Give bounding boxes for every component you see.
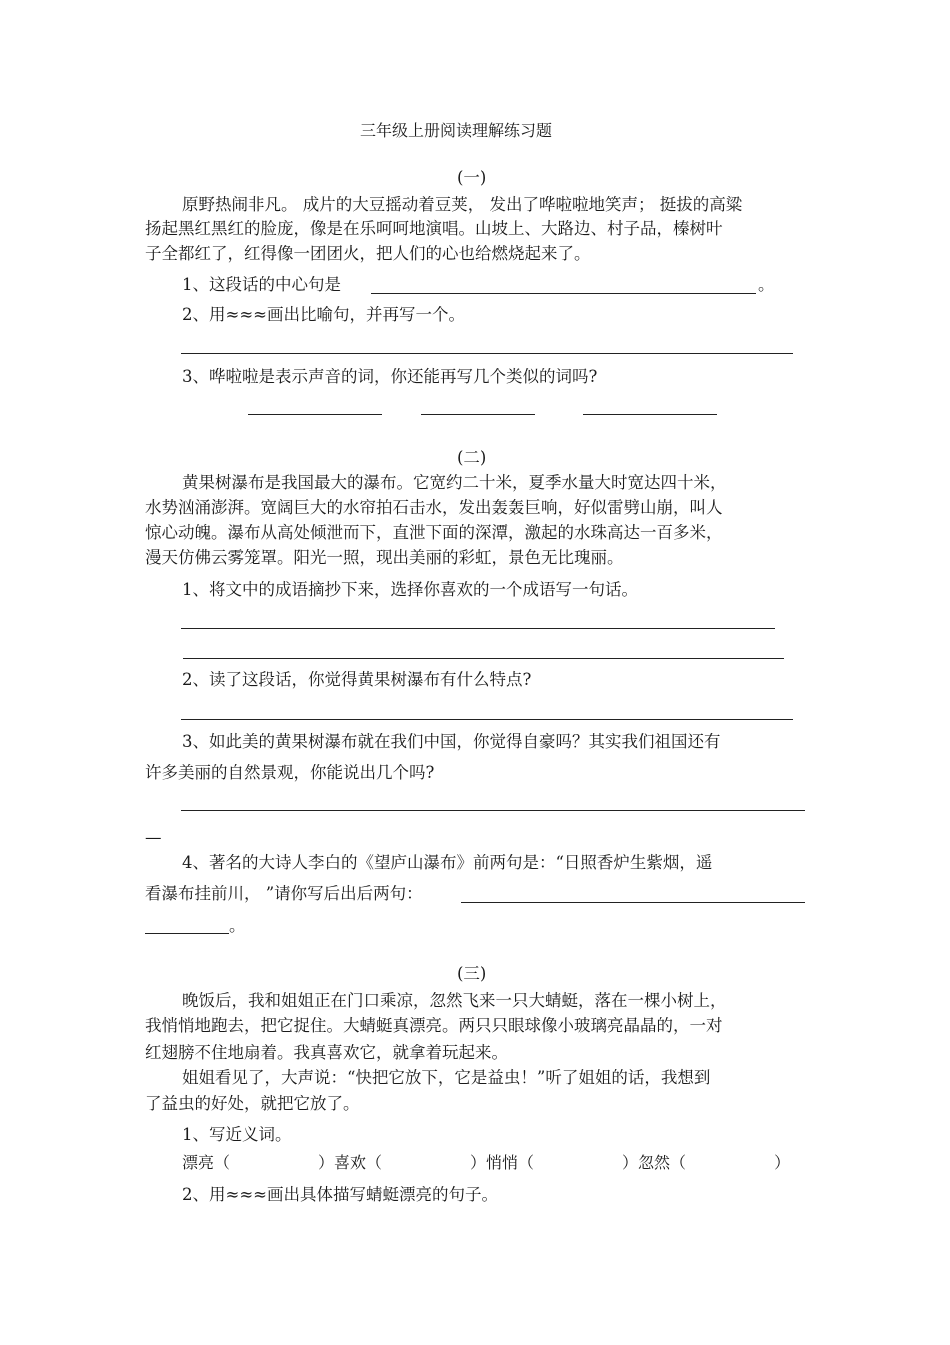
section-1-para-line-1: 原野热闹非凡。 成片的大豆摇动着豆荚， 发出了哗啦啦地笑声； 挺拔的高粱 (182, 195, 743, 214)
section-2-question-3-line-2: 许多美丽的自然景观，你能说出几个吗? (145, 763, 435, 782)
section-2-heading: (二) (457, 448, 487, 467)
synonym-row (182, 1153, 790, 1173)
section-1-heading: (一) (457, 168, 487, 187)
section-2-para-line-2: 水势汹涌澎湃。宽阔巨大的水帘拍石击水，发出轰轰巨响，好似雷劈山崩，叫人 (145, 498, 723, 517)
answer-blank-line[interactable] (181, 810, 805, 811)
synonym-word: ）悄悄（ (470, 1153, 535, 1172)
answer-blank-line[interactable] (183, 658, 784, 659)
answer-blank-line[interactable] (421, 414, 535, 415)
synonym-word: 漂亮（ (182, 1153, 231, 1172)
section-1-para-line-3: 子全都红了，红得像一团团火，把人们的心也给燃烧起来了。 (145, 244, 591, 263)
section-1-question-1: 1、这段话的中心句是 (182, 275, 341, 294)
section-2-para-line-3: 惊心动魄。瀑布从高处倾泄而下，直泄下面的深潭，激起的水珠高达一百多米， (145, 523, 723, 542)
answer-blank-line[interactable] (145, 933, 229, 934)
answer-blank-line[interactable] (371, 293, 756, 294)
section-1-para-line-2: 扬起黑红黑红的脸庞，像是在乐呵呵地演唱。山坡上、大路边、村子品，榛树叶 (145, 219, 723, 238)
answer-blank-line[interactable] (583, 414, 717, 415)
section-3-para-line-1: 晚饭后，我和姐姐正在门口乘凉，忽然飞来一只大蜻蜓，落在一棵小树上， (182, 991, 727, 1010)
section-2-question-4-end: 。 (229, 916, 246, 935)
page-title: 三年级上册阅读理解练习题 (360, 121, 553, 140)
section-2-question-2: 2、读了这段话，你觉得黄果树瀑布有什么特点? (182, 670, 532, 689)
section-2-question-4-line-1: 4、著名的大诗人李白的《望庐山瀑布》前两句是：“日照香炉生紫烟，遥 (182, 853, 713, 872)
synonym-word: ） (774, 1153, 791, 1172)
dash-mark: — (145, 828, 162, 847)
section-3-para-line-2: 我悄悄地跑去，把它捉住。大蜻蜓真漂亮。两只只眼球像小玻璃亮晶晶的，一对 (145, 1016, 723, 1035)
section-1-question-2: 2、用≈≈≈画出比喻句，并再写一个。 (182, 305, 465, 324)
section-3-para-line-3: 红翅膀不住地扇着。我真喜欢它，就拿着玩起来。 (145, 1043, 508, 1062)
section-2-question-3-line-1: 3、如此美的黄果树瀑布就在我们中国，你觉得自豪吗？其实我们祖国还有 (182, 732, 721, 751)
answer-blank-line[interactable] (181, 719, 793, 720)
section-1-question-3: 3、哗啦啦是表示声音的词，你还能再写几个类似的词吗? (182, 367, 598, 386)
answer-blank-line[interactable] (461, 902, 805, 903)
section-3-para-line-5: 了益虫的好处，就把它放了。 (145, 1094, 360, 1113)
synonym-word: ）喜欢（ (318, 1153, 383, 1172)
section-3-question-2: 2、用≈≈≈画出具体描写蜻蜓漂亮的句子。 (182, 1185, 498, 1204)
synonym-word: ）忽然（ (622, 1153, 687, 1172)
section-3-heading: (三) (457, 964, 487, 983)
section-3-para-line-4: 姐姐看见了，大声说：“快把它放下，它是益虫！”听了姐姐的话，我想到 (182, 1068, 711, 1087)
section-2-para-line-1: 黄果树瀑布是我国最大的瀑布。它宽约二十米，夏季水量大时宽达四十米， (182, 473, 727, 492)
section-2-para-line-4: 漫天仿佛云雾笼罩。阳光一照，现出美丽的彩虹，景色无比瑰丽。 (145, 548, 624, 567)
answer-blank-line[interactable] (248, 414, 382, 415)
section-1-question-1-end: 。 (758, 275, 775, 294)
answer-blank-line[interactable] (181, 628, 775, 629)
section-2-question-4-line-2: 看瀑布挂前川， ”请你写后出后两句： (145, 884, 423, 903)
answer-blank-line[interactable] (181, 353, 793, 354)
section-3-question-1: 1、写近义词。 (182, 1125, 292, 1144)
section-2-question-1: 1、将文中的成语摘抄下来，选择你喜欢的一个成语写一句话。 (182, 580, 638, 599)
